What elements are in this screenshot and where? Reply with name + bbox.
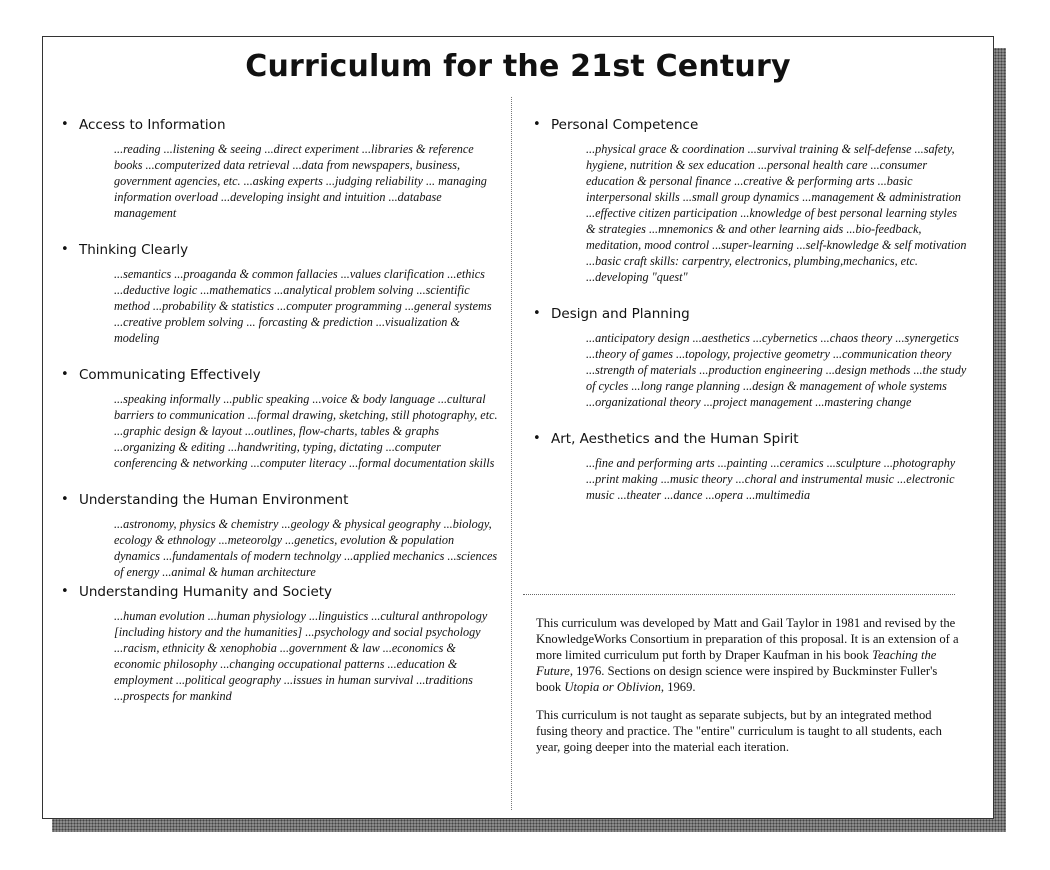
section-items: ...speaking informally ...public speaking ...voice & body language ...cultural barriers to communication ...formal drawing, sketching, still photography, etc. ...graphic design & layout ...outlines, flow-charts, tables & graphs ...organizing & editing ...handwriting, typing, dictating ...computer conferencing & networking ...computer literacy ...formal documentation skills [114,392,498,470]
section-items: ...reading ...listening & seeing ...direct experiment ...libraries & reference books ...computerized data retrieval ...data from newspapers, business, government agencies, etc. ...asking experts ...judging reliability ... managing information overload ...developing insight and intuition ...database management [114,142,487,220]
section-heading: • Communicating Effectively [59,367,499,383]
section-access-to-information [59,117,499,221]
section-heading: • Art, Aesthetics and the Human Spirit [531,431,969,447]
left-column [59,117,499,704]
section-thinking-clearly [59,242,499,346]
curriculum-note [536,615,964,767]
page-title: Curriculum for the 21st Century [245,49,791,84]
curriculum-page [42,36,994,819]
section-art-aesthetics-human-spirit [531,431,969,503]
section-items: ...anticipatory design ...aesthetics ...cybernetics ...chaos theory ...synergetics ...theory of games ...topology, projective geometry ...communication theory ...strength of materials ...production engineering ...design methods ...the study of cycles ...long range planning ...design & management of whole systems ...organizational theory ...project management ...mastering change [586,331,967,409]
note-paragraph-method: This curriculum is not taught as separate subjects, but by an integrated method fusing theory and practice. The "entire" curriculum is taught to all students, each year, going deeper into the material each iteration. [536,708,942,754]
section-heading: • Thinking Clearly [59,242,499,258]
footer-divider [523,594,955,595]
section-items: ...semantics ...proaganda & common fallacies ...values clarification ...ethics ...deductive logic ...mathematics ...analytical problem solving ...scientific method ...probability & statistics ...computer programming ...general systems ...creative problem solving ... forcasting & prediction ...visualization & modeling [114,267,492,345]
section-heading: • Understanding Humanity and Society [59,584,499,600]
section-items: ...physical grace & coordination ...survival training & self-defense ...safety, hygiene, nutrition & sex education ...personal health care ...consumer education & personal finance ...creative & performing arts ...basic interpersonal skills ...small group dynamics ...management & administration ...effective citizen participation ...knowledge of best personal learning styles & strategies ...mnemonics & and other learning aids ...bio-feedback, meditation, mood control ...super-learning ...self-knowledge & self motivation ...basic craft skills: carpentry, electronics, plumbing,mechanics, etc. ...developing "quest" [586,142,967,284]
section-heading: • Understanding the Human Environment [59,492,499,508]
section-heading: • Design and Planning [531,306,969,322]
note-text: This curriculum was developed by Matt and Gail Taylor in 1981 and revised by the KnowledgeWorks Consortium in preparation of this proposal. It is an extension of a more limited curriculum put forth by Draper Kaufman in his book [536,616,959,662]
right-column [531,117,969,503]
section-items: ...fine and performing arts ...painting ...ceramics ...sculpture ...photography ...print making ...music theory ...choral and instrumental music ...electronic music ...theater ...dance ...opera ...multimedia [586,456,956,502]
note-text: , 1976. Sections on design science were inspired by Buckminster Fuller's book [536,664,938,694]
book-title-utopia-or-oblivion: Utopia or Oblivion [564,680,661,694]
section-understanding-humanity-society [59,584,499,704]
column-divider [511,97,512,810]
section-items: ...human evolution ...human physiology ...linguistics ...cultural anthropology [including history and the humanities] ...psychology and social psychology ...racism, ethnicity & xenophobia ...government & law ...economics & economic philosophy ...changing occupational patterns ...education & employment ...political geography ...issues in human survival ...traditions ...prospects for mankind [114,609,488,703]
book-title-teaching-the-future: Teaching the Future [536,648,937,678]
note-paragraph-origin [536,615,964,695]
section-items: ...astronomy, physics & chemistry ...geology & physical geography ...biology, ecology & ethnology ...meteorolgy ...genetics, evolution & population dynamics ...fundamentals of modern technolgy ...applied mechanics ...sciences of energy ...animal & human architecture [114,517,498,579]
section-personal-competence [531,117,969,285]
section-heading: • Personal Competence [531,117,969,133]
section-design-and-planning [531,306,969,410]
section-understanding-human-environment [59,492,499,580]
section-communicating-effectively [59,367,499,471]
section-heading: • Access to Information [59,117,499,133]
note-text: , 1969. [660,680,696,694]
